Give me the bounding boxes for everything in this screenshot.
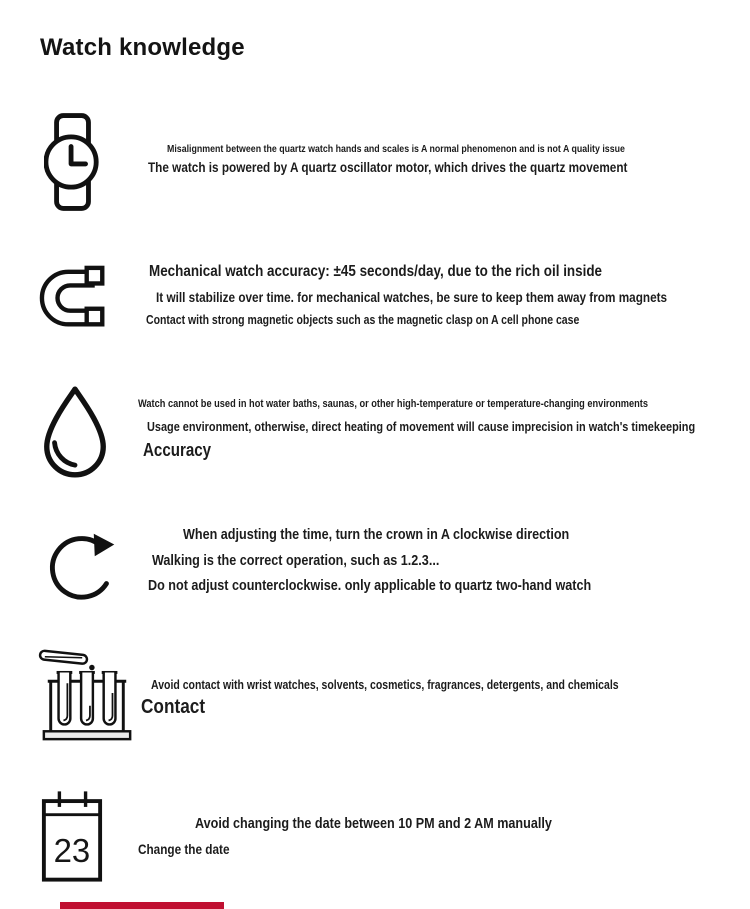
section-heat-sub: Usage environment, otherwise, direct heating of movement will cause imprecision in watch's timekeeping — [147, 419, 696, 434]
section-quartz-main: The watch is powered by A quartz oscillator motor, which drives the quartz movement — [148, 159, 628, 175]
magnet-icon — [38, 264, 114, 336]
section-heat-note: Watch cannot be used in hot water baths, saunas, or other high-temperature or temperature-changing environments — [138, 398, 648, 410]
clockwise-arrow-icon — [42, 520, 126, 610]
section-quartz-note: Misalignment between the quartz watch hands and scales is A normal phenomenon and is not A quality issue — [167, 143, 625, 155]
page-title: Watch knowledge — [40, 34, 245, 61]
calendar-day-label: 23 — [53, 832, 91, 870]
section-heat-heading: Accuracy — [143, 440, 212, 460]
section-chemicals-heading: Contact — [141, 695, 206, 718]
test-tubes-icon — [36, 644, 138, 746]
section-magnet-main: Mechanical watch accuracy: ±45 seconds/day, due to the rich oil inside — [149, 263, 603, 280]
section-crown-note: Do not adjust counterclockwise. only applicable to quartz two-hand watch — [148, 577, 592, 594]
section-magnet-sub: It will stabilize over time. for mechanical watches, be sure to keep them away from magnets — [156, 289, 668, 305]
section-magnet-note: Contact with strong magnetic objects such as the magnetic clasp on A cell phone case — [146, 313, 580, 327]
bottom-accent-bar — [60, 902, 224, 909]
section-chemicals-note: Avoid contact with wrist watches, solvents, cosmetics, fragrances, detergents, and chemicals — [151, 678, 619, 692]
section-crown-main: When adjusting the time, turn the crown in A clockwise direction — [183, 526, 570, 543]
water-drop-icon — [38, 384, 112, 480]
calendar-icon — [40, 788, 104, 884]
section-date-heading: Change the date — [138, 841, 230, 857]
section-date-main: Avoid changing the date between 10 PM and 2 AM manually — [195, 815, 552, 832]
watch-icon — [44, 112, 102, 212]
section-crown-sub: Walking is the correct operation, such as 1.2.3... — [152, 552, 440, 569]
